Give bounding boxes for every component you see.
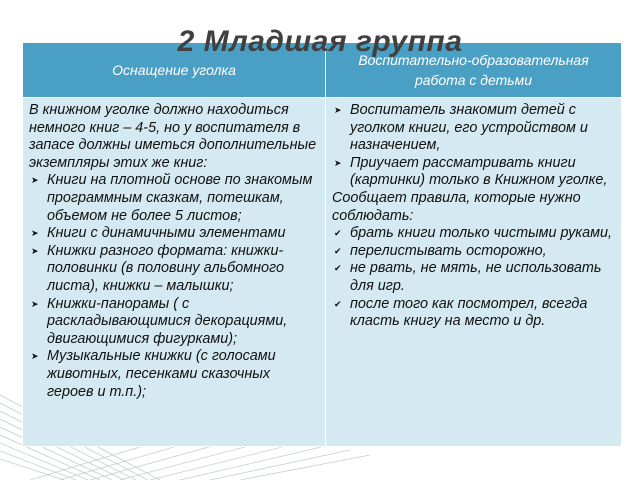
content-table bbox=[22, 42, 622, 447]
arrow-bullet-icon: ➤ bbox=[334, 105, 342, 115]
check-bullet-icon: ✔ bbox=[334, 245, 342, 256]
list-item-text: Книжки разного формата: книжки-половинки (в половину альбомного листа), книжки – малышки; bbox=[47, 242, 284, 294]
list-item-text: Музыкальные книжки (с голосами животных, песенками сказочных героев и т.п.); bbox=[47, 348, 276, 400]
list-item-text: Книги на плотной основе по знакомым программным сказкам, потешкам, объемом не более 5 листов; bbox=[47, 172, 313, 224]
slide-title: 2 Младшая группа bbox=[177, 25, 463, 58]
list-item-text: Книги с динамичными элементами bbox=[47, 225, 286, 242]
list-item-text: после того как посмотрел, всегда класть книгу на место и др. bbox=[350, 295, 588, 330]
arrow-bullet-icon: ➤ bbox=[31, 245, 39, 256]
list-item bbox=[332, 296, 615, 331]
work-list-top bbox=[332, 102, 615, 190]
list-item-text: Книжки-панорамы ( с раскладывающимися декорациями, двигающимися фигурками); bbox=[47, 295, 288, 347]
list-item-text: брать книги только чистыми руками, bbox=[350, 225, 612, 242]
header-educational-work: Воспитательно-образовательная работа с детьми bbox=[326, 43, 622, 98]
list-item bbox=[29, 243, 319, 296]
educational-work-cell bbox=[326, 98, 622, 447]
equipment-intro: В книжном уголке должно находиться немного книг – 4-5, но у воспитателя в запасе должны иметься дополнительные экземпляры этих же книг: bbox=[29, 102, 317, 171]
list-item-text: Воспитатель знакомит детей с уголком книги, его устройством и назначением, bbox=[350, 102, 588, 154]
check-bullet-icon: ✔ bbox=[334, 298, 342, 309]
list-item bbox=[332, 225, 615, 243]
check-bullet-icon: ✔ bbox=[334, 263, 342, 274]
equipment-cell bbox=[23, 98, 326, 447]
list-item-text: Приучает рассматривать книги (картинки) только в Книжном уголке, bbox=[350, 154, 608, 189]
header-equipment: Оснащение уголка bbox=[23, 43, 326, 98]
arrow-bullet-icon: ➤ bbox=[334, 157, 342, 168]
list-item bbox=[332, 260, 615, 295]
list-item bbox=[29, 225, 319, 243]
arrow-bullet-icon: ➤ bbox=[31, 228, 39, 239]
list-item bbox=[332, 243, 615, 261]
check-bullet-icon: ✔ bbox=[334, 228, 342, 239]
arrow-bullet-icon: ➤ bbox=[31, 175, 39, 186]
arrow-bullet-icon: ➤ bbox=[31, 298, 39, 309]
equipment-list bbox=[29, 172, 319, 401]
arrow-bullet-icon: ➤ bbox=[31, 351, 39, 362]
rules-intro: Сообщает правила, которые нужно соблюдать: bbox=[332, 189, 581, 224]
list-item bbox=[29, 348, 319, 401]
content-row bbox=[23, 98, 622, 447]
list-item bbox=[29, 172, 319, 225]
list-item-text: не рвать, не мять, не использовать для игр. bbox=[350, 260, 602, 294]
list-item-text: перелистывать осторожно, bbox=[350, 242, 547, 259]
list-item bbox=[332, 155, 615, 190]
list-item bbox=[332, 102, 615, 155]
list-item bbox=[29, 296, 319, 349]
rules-list bbox=[332, 225, 615, 331]
